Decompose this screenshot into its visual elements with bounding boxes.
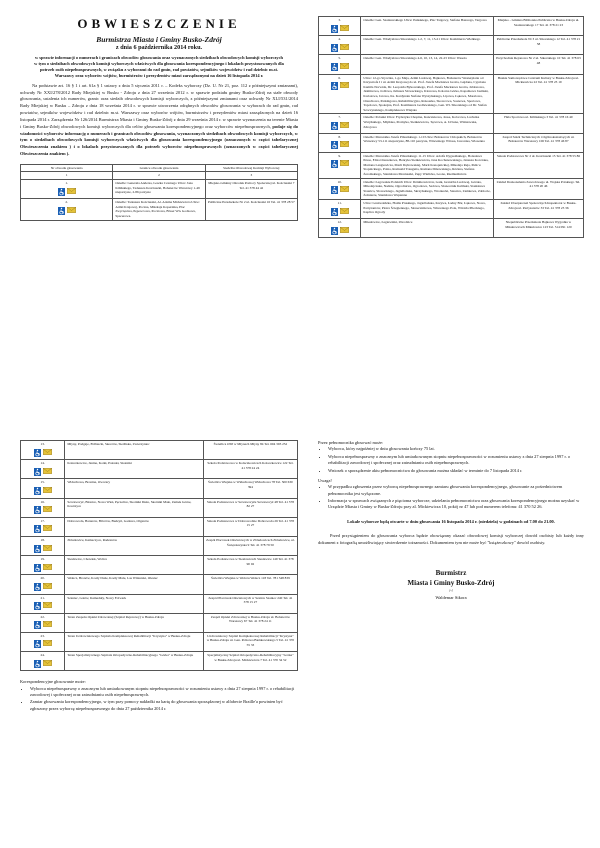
- district-seat: Miejsko-Gminny Ośrodek Pomocy Społecznej ul. Kościuszki 7 Tel. 41 378 44 42: [205, 180, 297, 199]
- district-row: [21, 536, 298, 555]
- district-seat: Zespół Opieki Zdrowotnej w Busku-Zdroju ul. Bohaterów Warszawy 67 Tel. 41 378 24 11: [203, 613, 297, 632]
- col-header-seat: Siedziba Obwodowej Komisji Wyborczej: [205, 164, 297, 172]
- district-number-cell: [319, 36, 361, 55]
- district-number-cell: [21, 460, 65, 479]
- district-seat: Uzdrowiskowy Szpital Kompleksowej Rehabilitacji "Krystyna" w Busku-Zdroju ul. Gen. Polkowa Bieńkowskiego 5 Tel. 41 370 55 33: [203, 632, 297, 651]
- envelope-icon: [43, 525, 52, 535]
- district-number-cell: [319, 200, 361, 219]
- districts-table-bottom: [20, 440, 298, 671]
- district-icons: [23, 564, 62, 574]
- envelope-icon: [43, 640, 52, 650]
- district-number: 4.: [338, 37, 341, 42]
- envelope-icon: [43, 602, 52, 612]
- district-number: 6.: [338, 75, 341, 80]
- wheelchair-icon: [58, 207, 65, 217]
- envelope-icon: [67, 188, 76, 198]
- district-seat: Szkoła Podstawowa w Kołaczkowicach Kołaczkowice 122 Tel. 41 378 24 24: [203, 460, 297, 479]
- district-icons: [321, 186, 358, 196]
- district-area: Teren Specjalistycznego Szpitala Ortopedyczno-Rehabilitacyjnego "Górka" w Busku-Zdroju: [65, 652, 204, 671]
- wheelchair-icon: [34, 449, 41, 459]
- wheelchair-icon: [34, 640, 41, 650]
- wheelchair-icon: [58, 188, 65, 198]
- district-number-cell: [21, 556, 65, 575]
- district-icons: [23, 545, 62, 555]
- district-number-cell: [21, 613, 65, 632]
- proxy-item: • Wyborca niepełnosprawny o znacznym lub umiarkowanym stopniu niepełnosprawności w rozumieniu ustawy z dnia 27 sierpnia 1997 r. o rehabilitacji zawodowej i społecznej oraz zatrudnianiu osób niepełnosprawnych.: [328, 454, 584, 467]
- wheelchair-icon: [34, 602, 41, 612]
- district-seat: Hala Sportowa ul. Kilińskiego 3 Tel. 41 378 16 40: [493, 114, 583, 133]
- district-number-cell: [319, 74, 361, 114]
- signature-title-2: Miasta i Gminy Busko-Zdrój: [407, 579, 495, 588]
- district-number: 22.: [40, 614, 45, 619]
- district-icons: [23, 449, 62, 459]
- legal-basis-paragraph: [20, 83, 298, 158]
- wheelchair-icon: [331, 141, 338, 151]
- district-seat: Buskie Samorządowe Centrum Kultury w Busku-Zdroju ul. Mickiewicza 22 Tel. 41 378 23 19: [493, 74, 583, 114]
- left-bottom-panel: [20, 440, 298, 713]
- districts-table-left: [20, 164, 298, 221]
- district-row: [319, 219, 584, 238]
- district-area: Osiedle: Generała Andersa, Leszka Czarnego Ulice: Jana Kilińskiego, Tadeusza Kościuszki, Bohaterów Warszawy 1-49 nieparzyste, 2-86 parzyste: [113, 180, 205, 199]
- district-icons: [321, 63, 358, 73]
- district-number-cell: [319, 133, 361, 152]
- wheelchair-icon: [34, 660, 41, 670]
- district-area: Osiedle: Gen. Władysława Sikorskiego 1-2, 7, 11, 15-21 Ulice: Kazimierza Wielkiego: [361, 36, 494, 55]
- district-seat: Świetlica Wiejska w Wełczu Wełecz 118 Tel. 781 348 839: [203, 575, 297, 594]
- district-icons: [321, 160, 358, 170]
- district-seat: Miejsko - Gminna Biblioteka Publiczna w Busku-Zdroju ul. Szaniawskiego 17 Tel. 41 378 21 23: [493, 17, 583, 36]
- col-index-2: 2: [113, 172, 205, 180]
- envelope-icon: [43, 545, 52, 555]
- district-number: 18.: [40, 537, 45, 542]
- district-icons: [23, 525, 62, 535]
- district-number: 5.: [338, 56, 341, 61]
- wheelchair-icon: [331, 25, 338, 35]
- envelope-icon: [43, 468, 52, 478]
- district-seat: Specjalistyczny Szpital Ortopedyczno-Rehabilitacyjny "Górka" w Busku-Zdroju ul. Mickiewicza 7 Tel. 41 370 34 52: [203, 652, 297, 671]
- district-area: Mikułowice, Łagiewniki, Zbrodzice: [361, 219, 494, 238]
- wheelchair-icon: [331, 186, 338, 196]
- envelope-icon: [340, 227, 349, 237]
- district-icons: [23, 207, 110, 217]
- district-icons: [23, 621, 62, 631]
- district-area: Kołaczkowice, Janina, Kotki, Palonki, Skotniki: [65, 460, 204, 479]
- district-seat: Zespół Placówek Oświatowych w Zbludowicach Zbludowice, ul. Świętokrzyska 9 Tel. 41 378 79 50: [203, 536, 297, 555]
- envelope-icon: [43, 583, 52, 593]
- envelope-icon: [43, 564, 52, 574]
- proxy-heading: Przez pełnomocnika głosować może:: [318, 440, 384, 445]
- district-row: [21, 632, 298, 651]
- envelope-icon: [340, 186, 349, 196]
- district-number-cell: [21, 652, 65, 671]
- district-area: Osiedle: Tadeusza Kościuszki, Al. Adama Mickiewicza Ulice: Armii Krajowej, Poczna, Mikołaja Kopernika, Plac Zwycięstwa, Pępowcowa, Pocztowa, Biwer WG Godzowa, Spacerowa.: [113, 199, 205, 220]
- envelope-icon: [340, 63, 349, 73]
- notice-heading: Uwaga!: [318, 477, 332, 483]
- district-row: [21, 652, 298, 671]
- district-seat: Szkoła Podstawowa w Dobrowodzie Dobrowoda 26 Tel. 41 378 15 27: [203, 517, 297, 536]
- district-area: Osiedle: Gen. Szaniawskiego Ulice: Pułaskiego, Plac Targowy, Stefana Batorego, Targowa: [361, 17, 494, 36]
- district-number: 10.: [337, 179, 342, 184]
- envelope-icon: [340, 25, 349, 35]
- district-area: Młyny, Podgaje, Elżbiecin, Skorzów, Siedliska, Zwierzyniec: [65, 441, 204, 460]
- wheelchair-icon: [34, 468, 41, 478]
- district-number: 23.: [40, 633, 45, 638]
- district-number: 20.: [40, 576, 45, 581]
- districts-table-right: [318, 16, 584, 238]
- correspondence-item: • Zamiar głosowania korespondencyjnego, w tym przy pomocy nakładki na kartę do głosowania sporządzonej w alfabecie Braille'a powinien być zgłoszony przez wyborcę niepełnosprawnego do dnia 27 października 2014 r.: [30, 699, 298, 712]
- district-row: [21, 613, 298, 632]
- district-row: [319, 114, 584, 133]
- wheelchair-icon: [34, 487, 41, 497]
- district-number-cell: [319, 17, 361, 36]
- district-icons: [23, 583, 62, 593]
- district-number-cell: [319, 152, 361, 178]
- wheelchair-icon: [34, 621, 41, 631]
- district-area: Osiedle: Polanki Ulice: Fryderyka Chopina, Kanczukowa, Jesse, Kolorowa, Ludwika Waryńskiego, Młyńska, Promyka, Sienkiewicza, Tęczowa, A. Urbana, Wiśniowska, Zdrojowa: [361, 114, 494, 133]
- district-area: Widuchowa, Bronina, Owczary: [65, 479, 204, 498]
- signature-block: [318, 568, 584, 601]
- district-seat: Świetlica OSP w Młynach Młyny 84 Tel. 604 393 252: [203, 441, 297, 460]
- district-row: [319, 178, 584, 199]
- district-icons: [23, 640, 62, 650]
- district-row: [21, 460, 298, 479]
- district-number-cell: [21, 517, 65, 536]
- envelope-icon: [67, 207, 76, 217]
- signature-mark: /-/: [449, 588, 453, 594]
- district-row: [319, 17, 584, 36]
- left-top-panel: [20, 16, 298, 221]
- district-number: 7.: [338, 115, 341, 120]
- district-icons: [23, 506, 62, 516]
- district-area: Siesławice, Chotelek, Wolica: [65, 556, 204, 575]
- right-bottom-panel: [318, 440, 584, 601]
- wheelchair-icon: [34, 506, 41, 516]
- district-number-cell: [319, 55, 361, 74]
- envelope-icon: [43, 506, 52, 516]
- document-subtitle: Burmistrza Miasta i Gminy Busko-Zdrój: [96, 35, 222, 44]
- district-row: [21, 479, 298, 498]
- district-area: Wełecz, Bronów, Kozły Duże, Kozły Małe, Las Winiarski, Olesiec: [65, 575, 204, 594]
- wheelchair-icon: [331, 208, 338, 218]
- polling-hours: Lokale wyborcze będą otwarte w dniu głosowania 16 listopada 2014 r. (niedziela) w godzinach od 7.00 do 21.00.: [347, 518, 555, 524]
- district-seat: Zespół Szkół Technicznych i Ogólnokształcących ul. Bohaterów Warszawy 106 Tel. 41 378 46 87: [493, 133, 583, 152]
- district-row: [319, 55, 584, 74]
- district-row: [319, 36, 584, 55]
- district-area: Osiedle: Gen. Władysława Sikorskiego 4-6, 10, 13, 14, 22-23 Ulice: Wesoła: [361, 55, 494, 74]
- district-area: Ulice: Grunwaldzka, Hołdu Pruskiego, Jagiellońska, Krzywa, Ładny Bór, Łąkowa, Nowa, Partyzantów, Piotra Ściegiennego, Słonecznikowa, Wincentego Pola, Witolda Pileckiego, Kaplica Ogrody: [361, 200, 494, 219]
- envelope-icon: [43, 449, 52, 459]
- wheelchair-icon: [331, 160, 338, 170]
- district-row: [21, 517, 298, 536]
- district-icons: [321, 141, 358, 151]
- district-number: 11.: [337, 201, 342, 206]
- legal-basis-bold: podaje się do wiadomości wyborców informację o numerach i granicach obwodów głosowania, wyznaczonych siedzibach obwodowych komisji wyborczych, w tym o siedzibach obwodowych komisji wyborczych właściwych dla głosowania korespondencyjnego (oznaczonych w części tabelarycznej Obwieszczenia znakiem ) i o lokalach przystosowanych dla potrzeb wyborców niepełnosprawnych (oznaczonych w części tabelarycznej Obwieszczenia znakiem ).: [20, 123, 298, 157]
- district-area: Szaniec, Galów, Kameduły, Nowy Folwark: [65, 594, 204, 613]
- district-row: [21, 180, 298, 199]
- district-seat: Świetlica Wiejska w Widuchowej Widuchowa 78 Tel. 500 630 394: [203, 479, 297, 498]
- notice-item: • W przypadku zgłoszenia przez wyborcę niepełnosprawnego zamiaru głosowania korespondencyjnego, głosowanie za pośrednictwem pełnomocnika jest wyłączone.: [328, 484, 584, 497]
- district-row: [319, 133, 584, 152]
- district-number-cell: [319, 114, 361, 133]
- district-number: 21.: [40, 595, 45, 600]
- wheelchair-icon: [331, 82, 338, 92]
- envelope-icon: [340, 208, 349, 218]
- right-top-panel: [318, 16, 584, 238]
- district-number: 13.: [40, 442, 45, 446]
- district-number: 17.: [40, 518, 45, 523]
- district-area: Osiedle: Marszałka Józefa Piłsudskiego 11-15 Ulice: Adolfa Dygasińskiego, Bolesława Prusa, Eliza Orzeszkowa, Henryka Sienkiewicza, Jana Kochanowskiego, Janusza Korczaka, Mariana Langiewicza, Marii Dąbrowskiej, Marii Konopnickiej, Mikołaja Reja, Pułk w Stopnickiego, Polna, Romuald Traugutta, Romana Dmowskiego, Różana, Stefana Żeromskiego, Stanisława Moniuszki, Żupy Wielicka, Leona, Rzemieślnicza: [361, 152, 494, 178]
- district-seat: Zakład Ubezpieczeń Społecznych Inspektorat w Busku-Zdroju ul. Partyzantów 33 Tel. 41 378 23 36: [493, 200, 583, 219]
- district-area: Osiedle: Łagowskie Polskich Ulice: Działkowiczów, Gaik, Granicha Ludowej, Górska, Mikołajczuka, Nadnie, Ogrodnicza, Ogrodowa, Sadowa, Słonecznik Kaliński, Stanisława Staszica, Słowackiego, Jagiellońska, Skrzyńskiego, Wroniecki, Staszica, Zamkowa, Zabłocie, Żołnierze, Stanisława Wapienna: [361, 178, 494, 199]
- district-number-cell: [21, 479, 65, 498]
- district-area: Szczaworyż, Błonice, Nowa Wieś, Pęczelice, Skotniki Duże, Skotniki Małe, Zemek Górne, Kostrzyce: [65, 498, 204, 517]
- col-header-number: Nr obwodu głosowania: [21, 164, 113, 172]
- district-number-cell: [21, 498, 65, 517]
- col-index-1: 1: [21, 172, 113, 180]
- wheelchair-icon: [34, 525, 41, 535]
- district-seat: Przychodnia Rejonowa Nr 2 ul. Sikorskiego 10 Tel. 41 378 63 48: [493, 55, 583, 74]
- notice-item: • Informacja w sprawach związanych z pięcioma wyborcze, udzielania pełnomocnictwa oraz głosowania korespondencyjnego można uzyskać w Urzędzie Miasta i Gminy w Busku-Zdroju przy al. Mickiewicza 10, pokój nr 47 lub pod numerem telefonu: 41 370 52 26.: [328, 498, 584, 511]
- district-seat: Niepubliczne Przedszkole Bajkowa Wygódka w Mikułowicach Mikułowice 123 Tel. 514 091 120: [493, 219, 583, 238]
- district-seat: Szkoła Podstawowa w Siesławicach Siesławice 149 Tel. 41 378 90 02: [203, 556, 297, 575]
- closing-paragraph: Przed przystąpieniem do głosowania wyborca będzie obowiązany okazać obwodowej komisji wyborczej dowód osobisty lub każdy inny dokument z fotografią umożliwiający stwierdzenie tożsamości. Dokumentem tym nie może być "książeczkowy" dowód osobisty.: [318, 533, 584, 545]
- wheelchair-icon: [34, 545, 41, 555]
- district-area: Teren Uzdrowiskowego Szpitala Kompleksowej Rehabilitacji "Krystyna" w Busku-Zdroju: [65, 632, 204, 651]
- district-number: 19.: [40, 557, 45, 562]
- district-number: 24.: [40, 653, 45, 658]
- wheelchair-icon: [331, 63, 338, 73]
- district-number: 14.: [40, 461, 45, 466]
- document-date: z dnia 6 października 2014 roku.: [115, 44, 203, 51]
- district-number-cell: [319, 178, 361, 199]
- district-seat: Publiczne Przedszkole Nr 3 ul. Sikorskiego 12 Tel. 41 378 21 58: [493, 36, 583, 55]
- district-icons: [23, 660, 62, 670]
- district-icons: [23, 602, 62, 612]
- envelope-icon: [340, 122, 349, 132]
- district-number-cell: [21, 180, 113, 199]
- envelope-icon: [340, 160, 349, 170]
- envelope-icon: [43, 487, 52, 497]
- district-number-cell: [319, 219, 361, 238]
- correspondence-heading: Korespondencyjne głosowanie może:: [20, 679, 86, 685]
- wheelchair-icon: [331, 44, 338, 54]
- envelope-icon: [340, 141, 349, 151]
- district-icons: [321, 25, 358, 35]
- correspondence-info: [20, 679, 298, 712]
- district-number: 12.: [337, 220, 342, 225]
- district-row: [319, 200, 584, 219]
- district-area: Osiedle: Marszałka Józefa Piłsudskiego 1-10 Ulice: Bohaterów Chłopskich, Bohaterów Warszawy 53-111 nieparzyste, 88-110 parzyste, Wincentego Witosa, Jaworska, Wiosenna: [361, 133, 494, 152]
- document-title: OBWIESZCZENIE: [77, 16, 241, 31]
- district-icons: [321, 122, 358, 132]
- district-seat: Szkoła Podstawowa Nr 2 ul. Kościuszki 15 Tel. 41 378 55 86: [493, 152, 583, 178]
- envelope-icon: [340, 44, 349, 54]
- wheelchair-icon: [34, 564, 41, 574]
- district-area: Dobrowoda, Baranów, Bilczów, Budzyń, Gadawa, Olganów: [65, 517, 204, 536]
- district-number: 16.: [40, 499, 45, 504]
- district-icons: [321, 82, 358, 92]
- district-icons: [23, 468, 62, 478]
- district-row: [319, 152, 584, 178]
- district-icons: [23, 188, 110, 198]
- district-number-cell: [21, 441, 65, 460]
- district-icons: [321, 44, 358, 54]
- district-area: Ulice: 12-go Stycznia, 1-go Maja, Armii Ludowej, Bajkowa, Bohaterów Westerplatte od Krzysztofa I i ul. Armii Krajowej do ul. Prof. Józefa Mackiewa Grotta, Gajdana, Cypriana Kamila Norwida, Dr. Leopolda Bykowskiego, Prof. Józefa Mackiewa Grotta, Jabłonowa, Jaśminowa, Jodłowa, Juliusza Słowackiego, Klonowa, Kolorna Górka, Kopalnowa Jasiński, Kwiatowa, Jarowa, Ks. Kardynała Stefana Wyszyńskiego, Lipowa, Łąkowa, Morelowa, Orzechowa, Parkingowa, Rehabilitacyjna, Rokoszka, Skowcowa, Sosnowa, Sportowa, Topolowa, Spokojna, Prof. Kazimierza Godlewskiego, Gen. Wł. Sikorskiego od Dr. Stefan Szoczynskiego, Kompleksowa Wiejska: [361, 74, 494, 114]
- district-icons: [23, 487, 62, 497]
- district-seat: Zakład Doskonalenia Zawodowego ul. Wojska Polskiego Tel. 41 378 20 46: [493, 178, 583, 199]
- proxy-item: • Wniosek o sporządzenie aktu pełnomocnictwa do głosowania można składać w terminie do 7 listopada 2014 r.: [328, 468, 584, 474]
- district-icons: [321, 208, 358, 218]
- district-number-cell: [21, 594, 65, 613]
- col-header-area: Granice obwodu głosowania: [113, 164, 205, 172]
- district-row: [21, 199, 298, 220]
- district-area: Zbludowice, Kameczyce, Radzanów: [65, 536, 204, 555]
- district-icons: [321, 227, 358, 237]
- district-row: [21, 498, 298, 517]
- district-number-cell: [21, 632, 65, 651]
- document-intro: w sprawie informacji o numerach i granicach obwodów głosowania oraz wyznaczonych siedzibach obwodowych komisji wyborczych w tym o siedzibach obwodowych komisji wyborczych właściwych dla głosowania korespondencyjnego i lokalach przystosowanych dla potrzeb osób niepełnosprawnych, w związku z wyborami do rad gmin, rad powiatów, sejmików województw i rad dzielnic m.st. Warszawy oraz wyborów wójtów, burmistrzów i prezydentów miast zarządzonymi na dzień 16 listopada 2014 r.: [34, 55, 284, 78]
- district-number: 9.: [338, 153, 341, 158]
- district-row: [21, 575, 298, 594]
- district-row: [21, 441, 298, 460]
- wheelchair-icon: [34, 583, 41, 593]
- district-number: 15.: [40, 480, 45, 485]
- district-number-cell: [21, 575, 65, 594]
- district-seat: Szkoła Podstawowa w Szczaworyżu Szczaworyż 48 Tel. 41 378 82 27: [203, 498, 297, 517]
- district-row: [21, 594, 298, 613]
- envelope-icon: [340, 82, 349, 92]
- legal-basis-text: Na podstawie art. 16 § 1 i art. 61a § 1 ustawy z dnia 5 stycznia 2011 r. – Kodeks wyborczy (Dz. U. Nr 21, poz. 112 z późniejszymi zmianami), uchwały Nr XXI/278/2012 Rady Miejskiej w Busku - Zdroju z dnia 27 września 2012 r. w sprawie podziału gminy Busko-Zdrój na stałe obwody głosowania, ustalenia ich numerów, granic oraz siedzib obwodowych komisji wyborczych, z późniejszymi zmianami oraz uchwały Nr XLI/531/2014 Rady Miejskiej w Busku – Zdroju z dnia 18 września 2014 r. w sprawie utworzenia odrębnych obwodów głosowania w wyborach do rad gmin, rad powiatów, sejmików województw i rad dzielnic m.st. Warszawy oraz wyborów wójtów, burmistrzów i prezydentów miast zarządzonych na dzień 16 listopada 2014 r. Zarządzenia Nr 126/2014 Burmistrza Miasta i Gminy Busko-Zdrój z dnia 29 września 2014 r. w sprawie wyznaczenia na terenie Miasta i Gminy Busko-Zdrój obwodowych komisji wyborczych dla celów głosowania korespondencyjnego oraz wyborców niepełnosprawnych,: [20, 82, 298, 129]
- envelope-icon: [43, 621, 52, 631]
- correspondence-item: • Wyborca niepełnosprawny o znacznym lub umiarkowanym stopniu niepełnosprawności w rozumieniu ustawy z dnia 27 sierpnia 1997 r. o rehabilitacji zawodowej i społecznej oraz zatrudnianiu osób niepełnosprawnych.: [30, 686, 298, 699]
- district-seat: Publiczne Przedszkole Nr 2 ul. Kościuszki 16 Tel. 41 378 28 57: [205, 199, 297, 220]
- signature-name: Waldemar Sikora: [435, 594, 467, 600]
- district-area: Teren Zespołu Opieki Zdrowotnej (Szpital Rejonowy) w Busku-Zdroju: [65, 613, 204, 632]
- district-row: [319, 74, 584, 114]
- district-number-cell: [21, 199, 113, 220]
- envelope-icon: [43, 660, 52, 670]
- signature-title-1: Burmistrz: [435, 568, 467, 577]
- district-number: 1.: [65, 181, 68, 186]
- district-seat: Zespół Placówek Oświatowych w Szańcu Szaniec 240 Tel. 41 378 15 27: [203, 594, 297, 613]
- district-number: 8.: [338, 134, 341, 139]
- district-number-cell: [21, 536, 65, 555]
- wheelchair-icon: [331, 227, 338, 237]
- wheelchair-icon: [331, 122, 338, 132]
- col-index-3: 3: [205, 172, 297, 180]
- district-number: 2.: [65, 200, 68, 205]
- proxy-item: • Wyborca, który najpóźniej w dniu głosowania kończy 75 lat.: [328, 446, 584, 452]
- district-number: 3.: [338, 18, 341, 22]
- district-row: [21, 556, 298, 575]
